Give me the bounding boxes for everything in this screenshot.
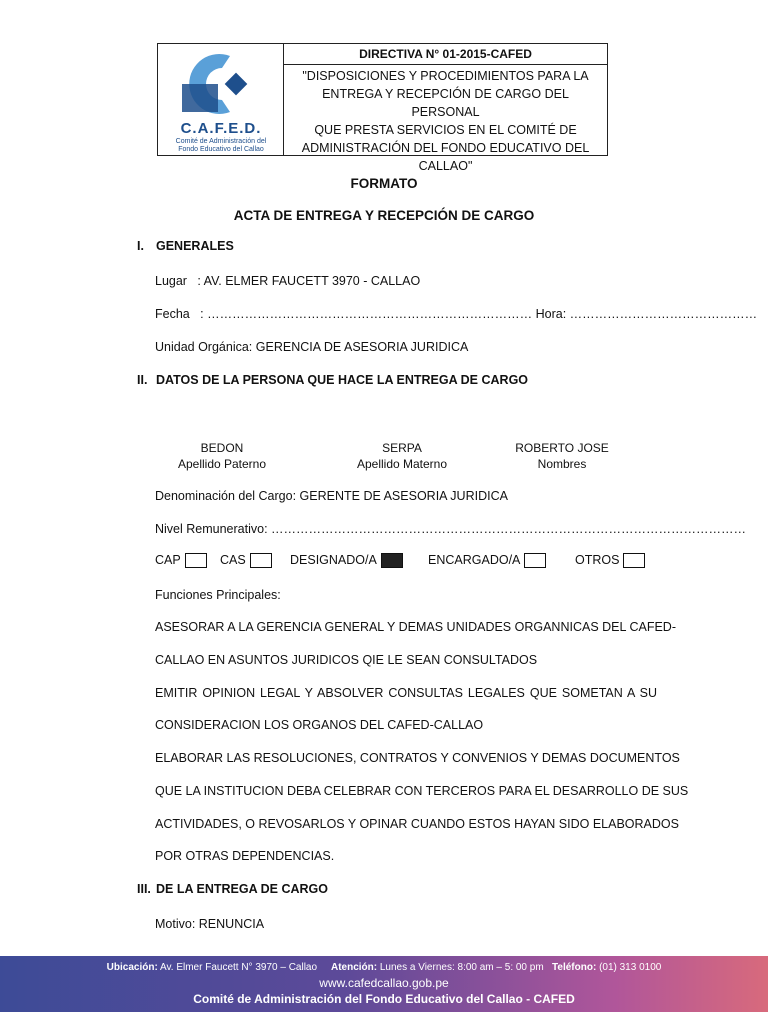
option-otros-label: OTROS: [575, 553, 620, 567]
telefono-value: (01) 313 0100: [599, 962, 662, 973]
ubicacion-value: Av. Elmer Faucett N° 3970 – Callao: [160, 962, 318, 973]
atencion-label: Atención:: [330, 962, 378, 973]
funciones-line: ASESORAR A LA GERENCIA GENERAL Y DEMAS UNIDADES ORGANNICAS DEL CAFED-: [155, 620, 676, 634]
funciones-label: Funciones Principales:: [155, 588, 281, 602]
option-designado: [290, 553, 403, 568]
funciones-line: ELABORAR LAS RESOLUCIONES, CONTRATOS Y CONVENIOS Y DEMAS DOCUMENTOS: [155, 751, 680, 765]
document-header: [157, 43, 608, 173]
otros-checkbox[interactable]: [623, 553, 645, 568]
format-title: FORMATO: [350, 176, 418, 191]
motivo-label: Motivo:: [155, 917, 196, 931]
funciones-line: CONSIDERACION LOS ORGANOS DEL CAFED-CALLAO: [155, 718, 484, 732]
directive-line: ADMINISTRACIÓN DEL FONDO EDUCATIVO DEL: [301, 141, 590, 155]
title-cell: [284, 44, 607, 173]
nivel-dots: ……………………………………………………………………………………………………: [271, 522, 747, 536]
option-cas-label: CAS: [220, 553, 246, 567]
section-entrega-cargo: [137, 882, 328, 896]
apellido-paterno-col: [152, 440, 292, 472]
section-generales: [137, 239, 234, 253]
funciones-line: EMITIR OPINION LEGAL Y ABSOLVER CONSULTAS LEGALES QUE SOMETAN A SU: [155, 686, 657, 700]
cargo-label: Denominación del Cargo:: [155, 489, 297, 503]
cargo-row: [155, 489, 508, 503]
funciones-line: ACTIVIDADES, O REVOSARLOS Y OPINAR CUANDO ESTOS HAYAN SIDO ELABORADOS: [155, 817, 679, 831]
footer-org-name: Comité de Administración del Fondo Educativo del Callao - CAFED: [193, 992, 575, 1006]
logo-subtitle-line: Fondo Educativo del Callao: [178, 146, 264, 153]
option-encargado-label: ENCARGADO/A: [428, 553, 521, 567]
option-cas: [220, 553, 272, 568]
funciones-line: QUE LA INSTITUCION DEBA CELEBRAR CON TERCEROS PARA EL DESARROLLO DE SUS: [155, 784, 689, 798]
nombres-label: Nombres: [537, 457, 587, 471]
section-title: GENERALES: [156, 239, 234, 253]
option-cap-label: CAP: [155, 553, 181, 567]
ubicacion-label: Ubicación:: [106, 962, 158, 973]
section-title: DE LA ENTREGA DE CARGO: [156, 882, 328, 896]
nombres-col: [492, 440, 632, 472]
cap-checkbox[interactable]: [185, 553, 207, 568]
section-number: II.: [137, 373, 148, 387]
atencion-value: Lunes a Viernes: 8:00 am – 5: 00 pm: [379, 962, 544, 973]
acta-title: ACTA DE ENTREGA Y RECEPCIÓN DE CARGO: [233, 208, 535, 223]
fecha-label: Fecha :: [155, 307, 204, 321]
section-title: DATOS DE LA PERSONA QUE HACE LA ENTREGA DE CARGO: [156, 373, 529, 387]
apellido-materno-value: SERPA: [382, 441, 422, 455]
lugar-label: Lugar :: [155, 274, 201, 288]
apellido-materno-label: Apellido Materno: [356, 457, 448, 471]
unidad-row: [155, 340, 468, 354]
option-cap: [155, 553, 207, 568]
lugar-row: [155, 274, 420, 288]
option-otros: [575, 553, 645, 568]
cargo-value: GERENTE DE ASESORIA JURIDICA: [299, 489, 508, 503]
motivo-row: [155, 917, 264, 931]
section-number: I.: [137, 239, 144, 253]
footer-website-link[interactable]: www.cafedcallao.gob.pe: [319, 976, 449, 990]
unidad-value: GERENCIA DE ASESORIA JURIDICA: [255, 340, 469, 354]
option-encargado: [428, 553, 546, 568]
hora-dots: ………………………………………: [569, 307, 758, 321]
section-number: III.: [137, 882, 151, 896]
encargado-checkbox[interactable]: [524, 553, 546, 568]
logo-subtitle: [158, 138, 284, 154]
apellido-paterno-label: Apellido Paterno: [177, 457, 267, 471]
motivo-value: RENUNCIA: [198, 917, 265, 931]
unidad-label: Unidad Orgánica:: [155, 340, 253, 354]
hora-label: Hora:: [535, 307, 567, 321]
directive-line: QUE PRESTA SERVICIOS EN EL COMITÉ DE: [314, 123, 577, 137]
directive-number: DIRECTIVA N° 01-2015-CAFED: [284, 44, 607, 65]
section-entrega-persona: [137, 373, 528, 387]
cas-checkbox[interactable]: [250, 553, 272, 568]
logo-cell: [158, 44, 284, 155]
fecha-dots: ……………………………………………………………………: [207, 307, 533, 321]
logo-name: C.A.F.E.D.: [180, 120, 262, 137]
lugar-value: AV. ELMER FAUCETT 3970 - CALLAO: [203, 274, 421, 288]
cafed-logo-icon: [178, 48, 264, 120]
funciones-line: POR OTRAS DEPENDENCIAS.: [155, 849, 335, 863]
apellido-materno-col: [332, 440, 472, 472]
telefono-label: Teléfono:: [552, 962, 597, 973]
fecha-row: [155, 307, 757, 321]
page-footer: [0, 956, 768, 1012]
nombres-value: ROBERTO JOSE: [515, 441, 609, 455]
funciones-line: CALLAO EN ASUNTOS JURIDICOS QIE LE SEAN CONSULTADOS: [155, 653, 538, 667]
designado-checkbox[interactable]: [381, 553, 403, 568]
directive-line: CALLAO": [418, 159, 473, 173]
nivel-row: [155, 522, 746, 536]
directive-line: "DISPOSICIONES Y PROCEDIMIENTOS PARA LA: [302, 69, 589, 83]
logo-subtitle-line: Comité de Administración del: [175, 138, 267, 145]
directive-line: ENTREGA Y RECEPCIÓN DE CARGO DEL PERSONAL: [322, 87, 569, 119]
footer-contact-line: [0, 962, 768, 973]
nivel-label: Nivel Remunerativo:: [155, 522, 268, 536]
option-designado-label: DESIGNADO/A: [290, 553, 377, 567]
apellido-paterno-value: BEDON: [200, 441, 244, 455]
directive-description: [284, 65, 607, 175]
